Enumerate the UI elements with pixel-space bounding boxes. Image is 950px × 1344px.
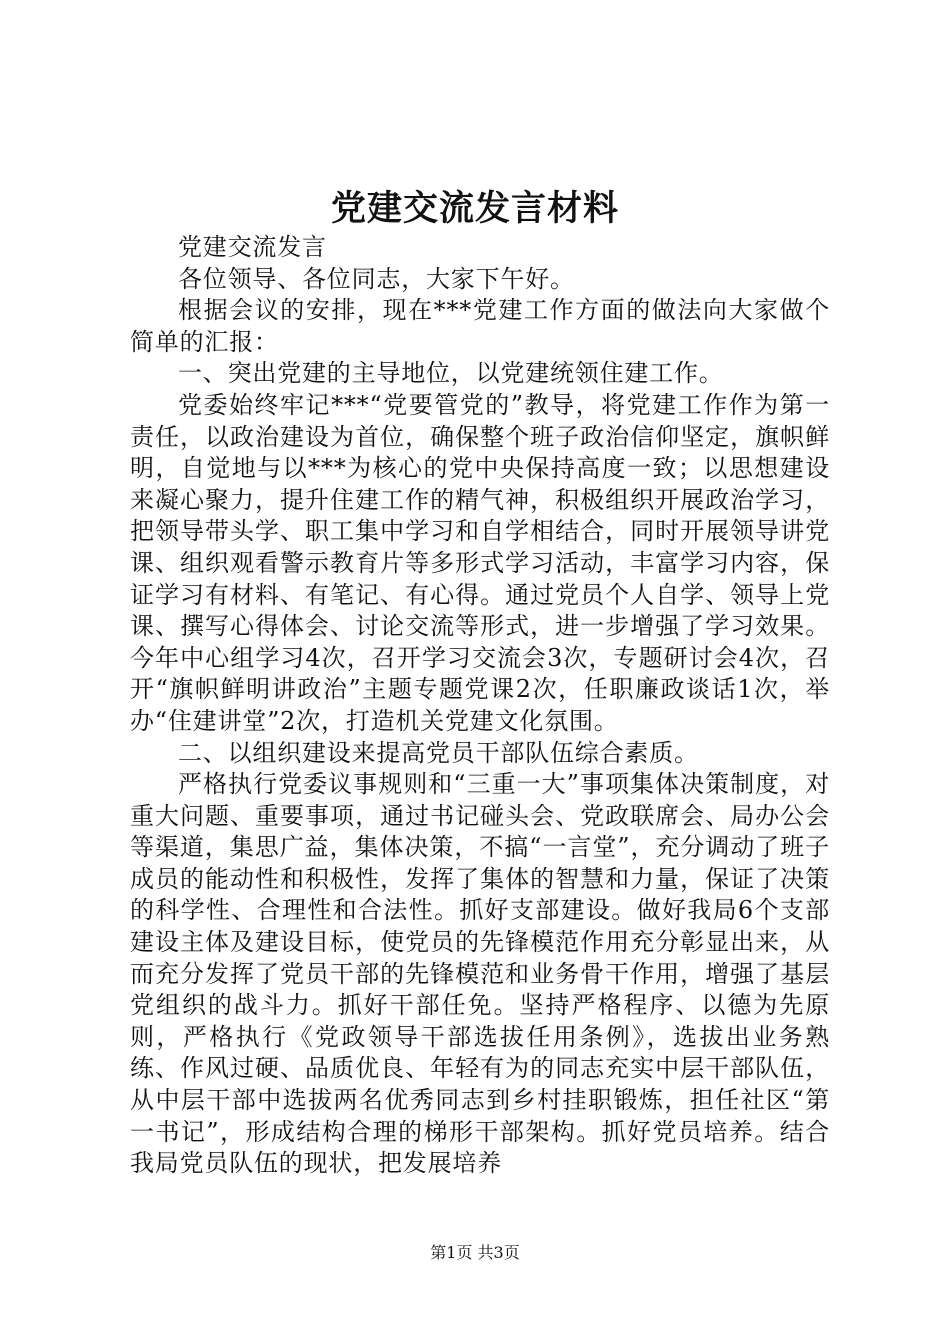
paragraph-intro: 根据会议的安排，现在***党建工作方面的做法向大家做个简单的汇报： (130, 296, 830, 356)
paragraph-greeting-heading: 党建交流发言 (178, 233, 327, 261)
document-title: 党建交流发言材料 (330, 188, 619, 229)
document-body (130, 232, 830, 1180)
section-heading-1: 一、突出党建的主导地位，以党建统领住建工作。 (178, 359, 724, 388)
paragraph-section-1: 党委始终牢记***“党要管党的”教导，将党建工作作为第一责任，以政治建设为首位，确保整个班子政治信仰坚定，旗帜鲜明，自觉地与以***为核心的党中央保持高度一致；以思想建设来凝心聚力，提升住建工作的精气神，积极组织开展政治学习，把领导带头学、职工集中学习和自学相结合，同时开展领导讲党课、组织观看警示教育片等多形式学习活动，丰富学习内容，保证学习有材料、有笔记、有心得。通过党员个人自学、领导上党课、撰写心得体会、讨论交流等形式，进一步增强了学习效果。今年中心组学习4次，召开学习交流会3次，专题研讨会4次，召开“旗帜鲜明讲政治”主题专题党课2次，任职廉政谈话1次，举办“住建讲堂”2次，打造机关党建文化氛围。 (130, 390, 830, 735)
paragraph-salutation: 各位领导、各位同志，大家下午好。 (178, 264, 575, 293)
page-footer: 第1页 共3页 (430, 1243, 520, 1262)
section-heading-2: 二、以组织建设来提高党员干部队伍综合素质。 (178, 738, 699, 767)
paragraph-section-2: 严格执行党委议事规则和“三重一大”事项集体决策制度，对重大问题、重要事项，通过书记碰头会、党政联席会、局办公会等渠道，集思广益，集体决策，不搞“一言堂”，充分调动了班子成员的能动性和积极性，发挥了集体的智慧和力量，保证了决策的科学性、合理性和合法性。抓好支部建设。做好我局6个支部建设主体及建设目标，使党员的先锋模范作用充分彰显出来，从而充分发挥了党员干部的先锋模范和业务骨干作用，增强了基层党组织的战斗力。抓好干部任免。坚持严格程序、以德为先原则，严格执行《党政领导干部选拔任用条例》，选拔出业务熟练、作风过硬、品质优良、年轻有为的同志充实中层干部队伍，从中层干部中选拔两名优秀同志到乡村挂职锻炼，担任社区“第一书记”，形成结构合理的梯形干部架构。抓好党员培养。结合我局党员队伍的现状，把发展培养 (130, 770, 830, 1178)
